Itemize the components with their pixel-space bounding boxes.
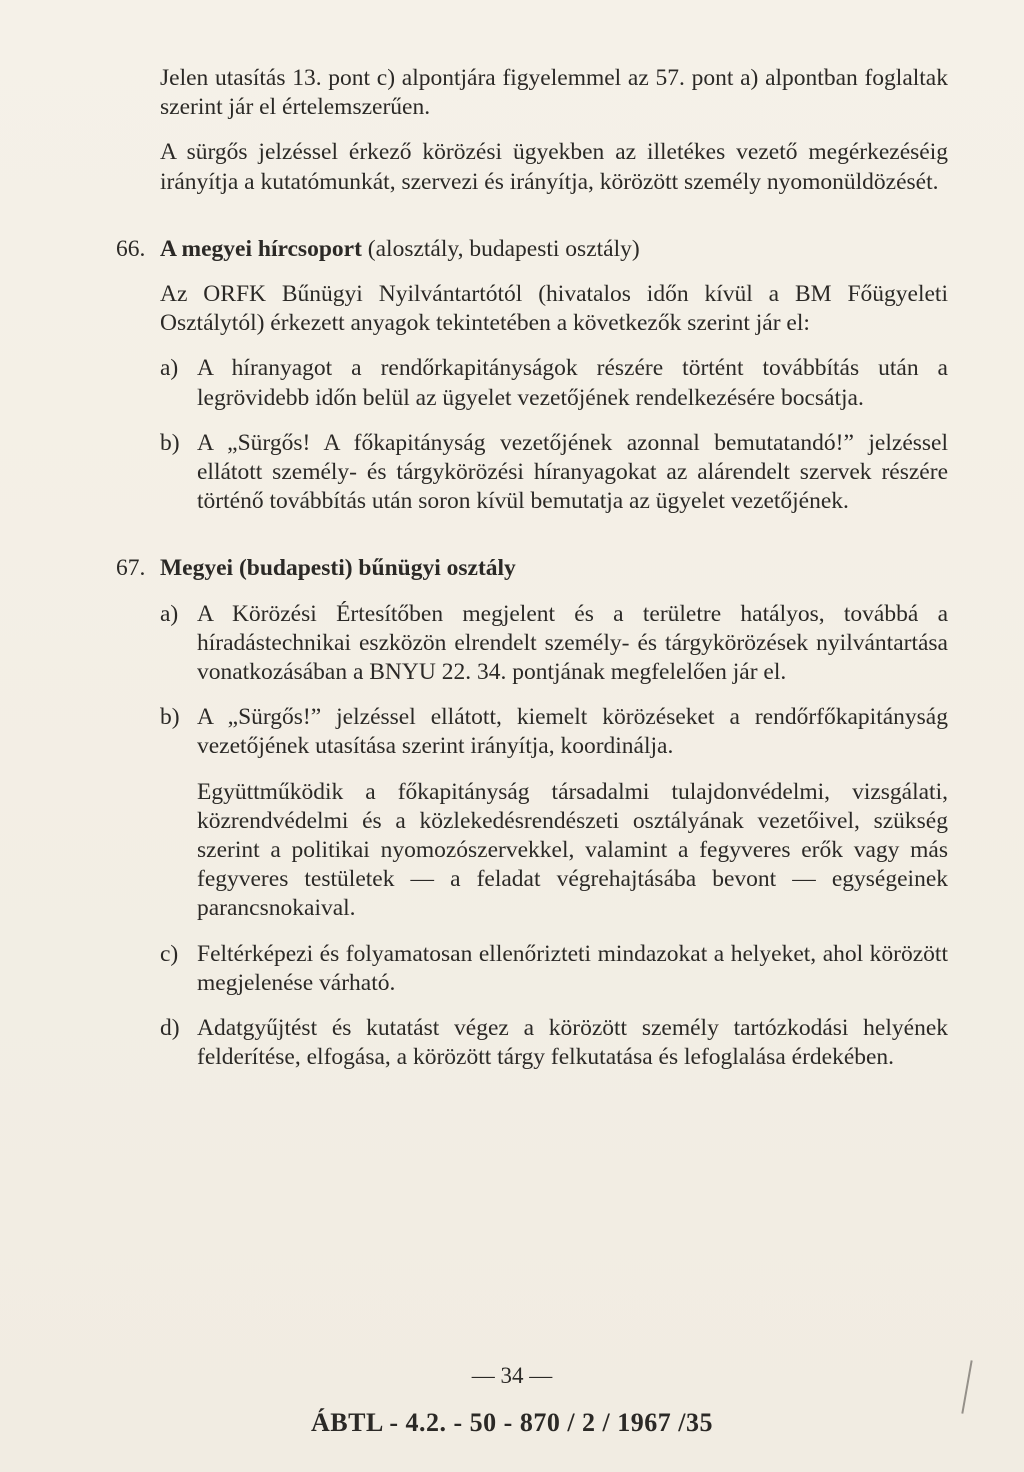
section-67-title: Megyei (budapesti) bűnügyi osztály <box>160 555 516 582</box>
section-66-number: 66. <box>116 235 146 262</box>
section-67-item-c <box>160 940 948 998</box>
section-66-item-a <box>160 354 948 412</box>
section-67-item-b <box>160 703 948 761</box>
item-text: A „Sürgős! A főkapitányság vezetőjének azonnal bemutatandó!” jelzéssel ellátott személy- és tárgykörözési híranyagokat az alárendelt szervek részére történő továbbítás után soron kívül bemutatja az ügyelet vezetőjének. <box>197 429 948 515</box>
item-label: b) <box>160 429 180 456</box>
page-number: — 34 — <box>471 1363 553 1388</box>
section-66-item-b <box>160 429 948 517</box>
item-label: a) <box>160 600 179 627</box>
item-label: d) <box>160 1015 180 1042</box>
item-text: A Körözési Értesítőben megjelent és a területre hatályos, továbbá a híradástechnikai eszközön elrendelt személy- és tárgykörözések nyilvántartása vonatkozásában a BNYU 22. 34. pontjának megfelelően jár el. <box>197 600 948 686</box>
section-67-cooperation-paragraph: Együttműködik a főkapitányság társadalmi tulajdonvédelmi, vizsgálati, közrendvédelmi és a közlekedésrendészeti osztályának vezetőivel, szükség szerint a politikai nyomozószervekkel, valamint a fegyveres erők vagy más fegyveres testületek — a feladat végrehajtásába bevont — egységeinek parancsnokaival. <box>197 778 948 922</box>
item-label: b) <box>160 704 180 731</box>
section-67-heading <box>116 554 948 583</box>
item-text: A „Sürgős!” jelzéssel ellátott, kiemelt körözéseket a rendőrfőkapitányság vezetőjének utasítása szerint irányítja, koordinálja. <box>197 704 948 760</box>
section-66-intro: Az ORFK Bűnügyi Nyilvántartótól (hivatalos időn kívül a BM Főügyeleti Osztálytól) érkezett anyagok tekintetében a következők szerint jár el: <box>160 281 948 337</box>
section-67-number: 67. <box>116 555 146 582</box>
item-text: Feltérképezi és folyamatosan ellenőrizteti mindazokat a helyeket, ahol körözött megjelenése várható. <box>197 940 948 996</box>
item-label: c) <box>160 940 179 967</box>
document-body <box>116 64 948 1072</box>
item-label: a) <box>160 355 179 382</box>
item-text: Adatgyűjtést és kutatást végez a körözött személy tartózkodási helyének felderítése, elfogása, a körözött tárgy felkutatása és lefoglalása érdekében. <box>197 1015 948 1071</box>
archive-reference-footer: ÁBTL - 4.2. - 50 - 870 / 2 / 1967 /35 <box>310 1408 713 1437</box>
section-66-title: A megyei hírcsoport <box>160 235 362 262</box>
section-66-subtitle: (alosztály, budapesti osztály) <box>367 235 640 262</box>
item-text: A híranyagot a rendőrkapitányságok részére történt továbbítás után a legrövidebb időn belül az ügyelet vezetőjének rendelkezésére bocsátja. <box>197 355 948 411</box>
intro-paragraph-1: Jelen utasítás 13. pont c) alpontjára figyelemmel az 57. pont a) alpontban foglaltak szerint jár el értelemszerűen. <box>160 65 948 121</box>
section-66-heading <box>116 235 948 264</box>
intro-paragraph-2: A sürgős jelzéssel érkező körözési ügyekben az illetékes vezető megérkezéséig irányítja a kutatómunkát, szervezi és irányítja, körözött személy nyomonüldözését. <box>160 139 948 195</box>
section-67-item-d <box>160 1014 948 1072</box>
section-67-item-a <box>160 600 948 688</box>
